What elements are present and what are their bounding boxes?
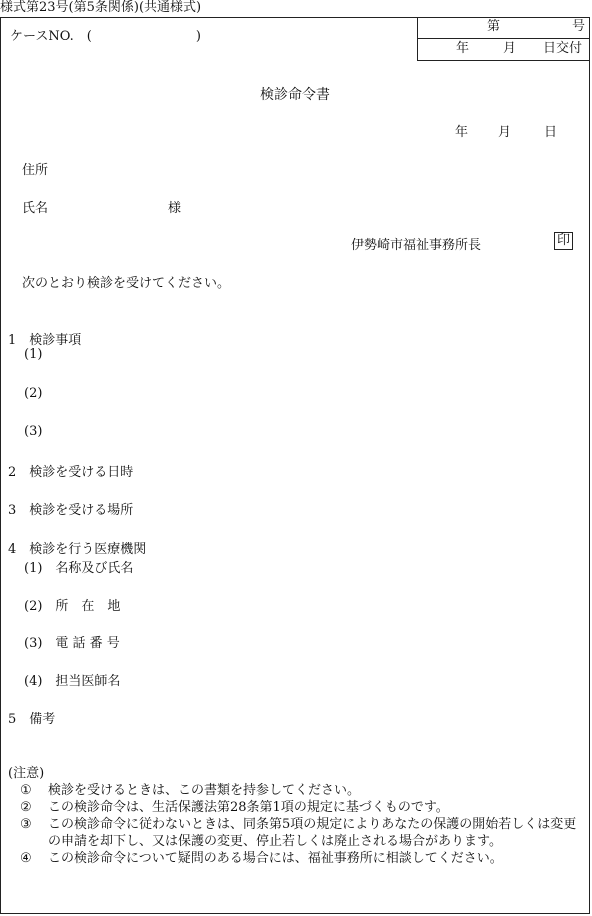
intro-text: 次のとおり検診を受けてください。 — [22, 276, 231, 291]
note-marker: ② — [20, 800, 32, 815]
form-number-label: 様式第23号(第5条関係)(共通様式) — [0, 0, 202, 15]
note-text: この検診命令は、生活保護法第28条第1項の規定に基づくものです。 — [48, 800, 449, 815]
honorific-label: 様 — [168, 201, 182, 216]
number-dai-label: 第 — [487, 19, 501, 34]
note-item — [20, 850, 586, 867]
issuer-name: 伊勢崎市福祉事務所長 — [351, 238, 482, 253]
section-2-title: 2 検診を受ける日時 — [8, 465, 134, 480]
section-4-item: (3) 電 話 番 号 — [24, 636, 120, 651]
document-title: 検診命令書 — [260, 87, 330, 103]
date-day-label: 日 — [544, 125, 558, 140]
section-1-item: (2) — [24, 386, 43, 401]
notes-block — [8, 765, 586, 867]
note-item — [20, 816, 586, 850]
name-label: 氏名 — [22, 201, 49, 216]
section-1-item: (1) — [24, 347, 43, 362]
note-text: この検診命令について疑問のある場合には、福祉事務所に相談してください。 — [48, 851, 503, 866]
seal-mark: 印 — [554, 232, 573, 250]
number-go-label: 号 — [572, 19, 586, 34]
note-marker: ③ — [20, 817, 32, 832]
case-number-field: ケースNO. ( ) — [10, 29, 201, 44]
number-box-divider — [418, 38, 590, 39]
section-4-item: (2) 所 在 地 — [24, 599, 121, 614]
issue-year-label: 年 — [456, 41, 470, 56]
section-5-title: 5 備考 — [8, 712, 56, 727]
note-marker: ① — [20, 783, 32, 798]
note-item — [20, 799, 586, 816]
note-text: この検診命令に従わないときは、同条第5項の規定によりあなたの保護の開始若しくは変更の申請を却下し、又は保護の変更、停止若しくは廃止される場合があります。 — [48, 817, 577, 849]
section-1-title: 1 検診事項 — [8, 333, 82, 348]
issue-day-label: 日交付 — [543, 41, 583, 56]
section-4-title: 4 検診を行う医療機関 — [8, 542, 147, 557]
section-1-item: (3) — [24, 424, 43, 439]
note-text: 検診を受けるときは、この書類を持参してください。 — [48, 783, 361, 798]
issue-month-label: 月 — [503, 41, 517, 56]
date-year-label: 年 — [455, 125, 469, 140]
section-3-title: 3 検診を受ける場所 — [8, 503, 134, 518]
section-4-item: (1) 名称及び氏名 — [24, 561, 134, 576]
document-number-box — [417, 17, 590, 61]
notes-heading: (注意) — [8, 766, 45, 781]
address-label: 住所 — [22, 163, 49, 178]
section-4-item: (4) 担当医師名 — [24, 674, 121, 689]
date-month-label: 月 — [498, 125, 512, 140]
note-item — [20, 782, 586, 799]
note-marker: ④ — [20, 851, 32, 866]
